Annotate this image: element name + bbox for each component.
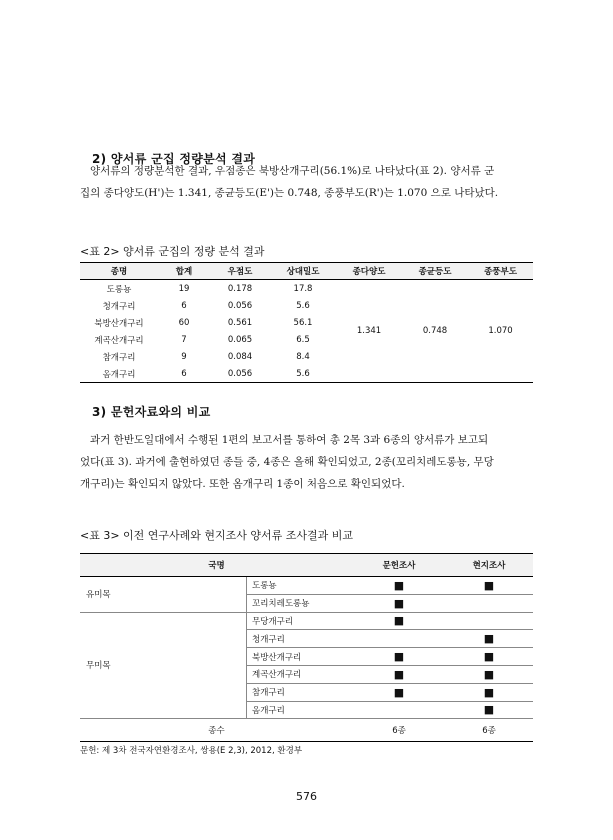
dominance-cell: 0.056: [227, 300, 253, 311]
field-mark: [445, 612, 533, 630]
total-cell: 6: [181, 368, 187, 379]
species-cell: 도롱뇽: [247, 577, 354, 595]
table-row: [80, 612, 533, 630]
col-header-dominance: 우점도: [210, 263, 270, 280]
dominance-cell: 0.056: [227, 368, 253, 379]
literature-mark: [353, 701, 445, 719]
dominance-cell: 0.065: [227, 334, 253, 345]
total-literature: 6종: [353, 719, 445, 742]
col-header-evenness: 종균등도: [402, 263, 468, 280]
density-cell: 8.4: [296, 351, 310, 362]
total-cell: 6: [181, 300, 187, 311]
density-cell: 6.5: [296, 334, 310, 345]
order-cell: 유미목: [80, 577, 247, 613]
field-mark: ■: [445, 665, 533, 683]
order-cell: 무미목: [80, 612, 247, 719]
paragraph-line: 집의 종다양도(H')는 1.341, 종균등도(E')는 0.748, 종풍부도(R')는 1.070 으로 나타났다.: [80, 187, 499, 199]
col-header-diversity: 종다양도: [336, 263, 402, 280]
literature-mark: ■: [353, 594, 445, 612]
species-cell: 참개구리: [247, 683, 354, 701]
species-cell: 옴개구리: [247, 701, 354, 719]
table-row: [80, 577, 533, 595]
species-cell: 도롱뇽: [106, 284, 132, 295]
table-header-row: [80, 554, 533, 577]
field-mark: ■: [445, 648, 533, 666]
density-cell: 5.6: [296, 300, 310, 311]
density-cell: 17.8: [293, 283, 313, 294]
field-mark: ■: [445, 630, 533, 648]
total-label: 종수: [80, 719, 353, 742]
literature-mark: ■: [353, 665, 445, 683]
literature-mark: ■: [353, 612, 445, 630]
table-header-row: [80, 263, 533, 280]
species-cell: 북방산개구리: [94, 318, 144, 329]
total-cell: 7: [181, 334, 187, 345]
col-header-name: 국명: [80, 554, 353, 577]
table-row: [80, 280, 533, 298]
richness-cell: 1.070: [488, 326, 513, 336]
species-cell: 참개구리: [102, 352, 136, 363]
species-cell: 계곡산개구리: [94, 335, 144, 346]
literature-mark: ■: [353, 648, 445, 666]
source-note: 문헌: 제 3차 전국자연환경조사, 쌍용(E 2,3), 2012, 환경부: [80, 746, 303, 756]
dominance-cell: 0.178: [227, 283, 253, 294]
table-2-caption: <표 2> 양서류 군집의 정량 분석 결과: [80, 245, 265, 258]
species-cell: 옴개구리: [102, 369, 136, 380]
col-header-total: 합계: [158, 263, 210, 280]
total-row: [80, 719, 533, 742]
diversity-cell: 1.341: [356, 326, 382, 336]
field-mark: ■: [445, 683, 533, 701]
species-cell: 청개구리: [247, 630, 354, 648]
evenness-cell: 0.748: [422, 326, 448, 336]
total-cell: 19: [178, 283, 190, 294]
paragraph-line: 과거 한반도일대에서 수행된 1편의 보고서를 통하여 총 2목 3과 6종의 양서류가 보고되: [90, 434, 489, 446]
paragraph-line: 었다(표 3). 과거에 출현하였던 종들 중, 4종은 올해 확인되었고, 2종(꼬리치레도롱뇽, 무당: [80, 456, 494, 468]
density-cell: 5.6: [296, 368, 310, 379]
dominance-cell: 0.084: [227, 351, 253, 362]
col-header-density: 상대밀도: [270, 263, 336, 280]
total-field: 6종: [445, 719, 533, 742]
density-cell: 56.1: [293, 317, 313, 328]
section-2-paragraph: [80, 160, 550, 204]
total-cell: 60: [178, 317, 190, 328]
field-mark: [445, 594, 533, 612]
species-cell: 북방산개구리: [247, 648, 354, 666]
col-header-richness: 종풍부도: [468, 263, 533, 280]
literature-mark: [353, 630, 445, 648]
literature-mark: ■: [353, 683, 445, 701]
table-2: [80, 262, 533, 383]
field-mark: ■: [445, 701, 533, 719]
section-2-heading: 2) 양서류 군집 정량분석 결과: [92, 152, 256, 166]
col-header-field: 현지조사: [445, 554, 533, 577]
col-header-literature: 문헌조사: [353, 554, 445, 577]
literature-mark: ■: [353, 577, 445, 595]
species-cell: 청개구리: [102, 301, 136, 312]
col-header-species: 종명: [80, 263, 158, 280]
table-3-caption: <표 3> 이전 연구사례와 현지조사 양서류 조사결과 비교: [80, 529, 354, 542]
paragraph-line: 양서류의 정량분석한 결과, 우점종은 북방산개구리(56.1%)로 나타났다(표 2). 양서류 군: [90, 165, 495, 177]
species-cell: 무당개구리: [247, 612, 354, 630]
section-3-heading: 3) 문헌자료와의 비교: [92, 405, 211, 419]
field-mark: ■: [445, 577, 533, 595]
paragraph-line: 개구리)는 확인되지 않았다. 또한 옴개구리 1종이 처음으로 확인되었다.: [80, 478, 405, 490]
table-3: [80, 553, 533, 742]
species-cell: 계곡산개구리: [247, 665, 354, 683]
dominance-cell: 0.561: [227, 317, 253, 328]
page-number: 576: [296, 790, 317, 803]
total-cell: 9: [181, 351, 187, 362]
species-cell: 꼬리치레도롱뇽: [247, 594, 354, 612]
section-3-paragraph: [80, 429, 550, 495]
